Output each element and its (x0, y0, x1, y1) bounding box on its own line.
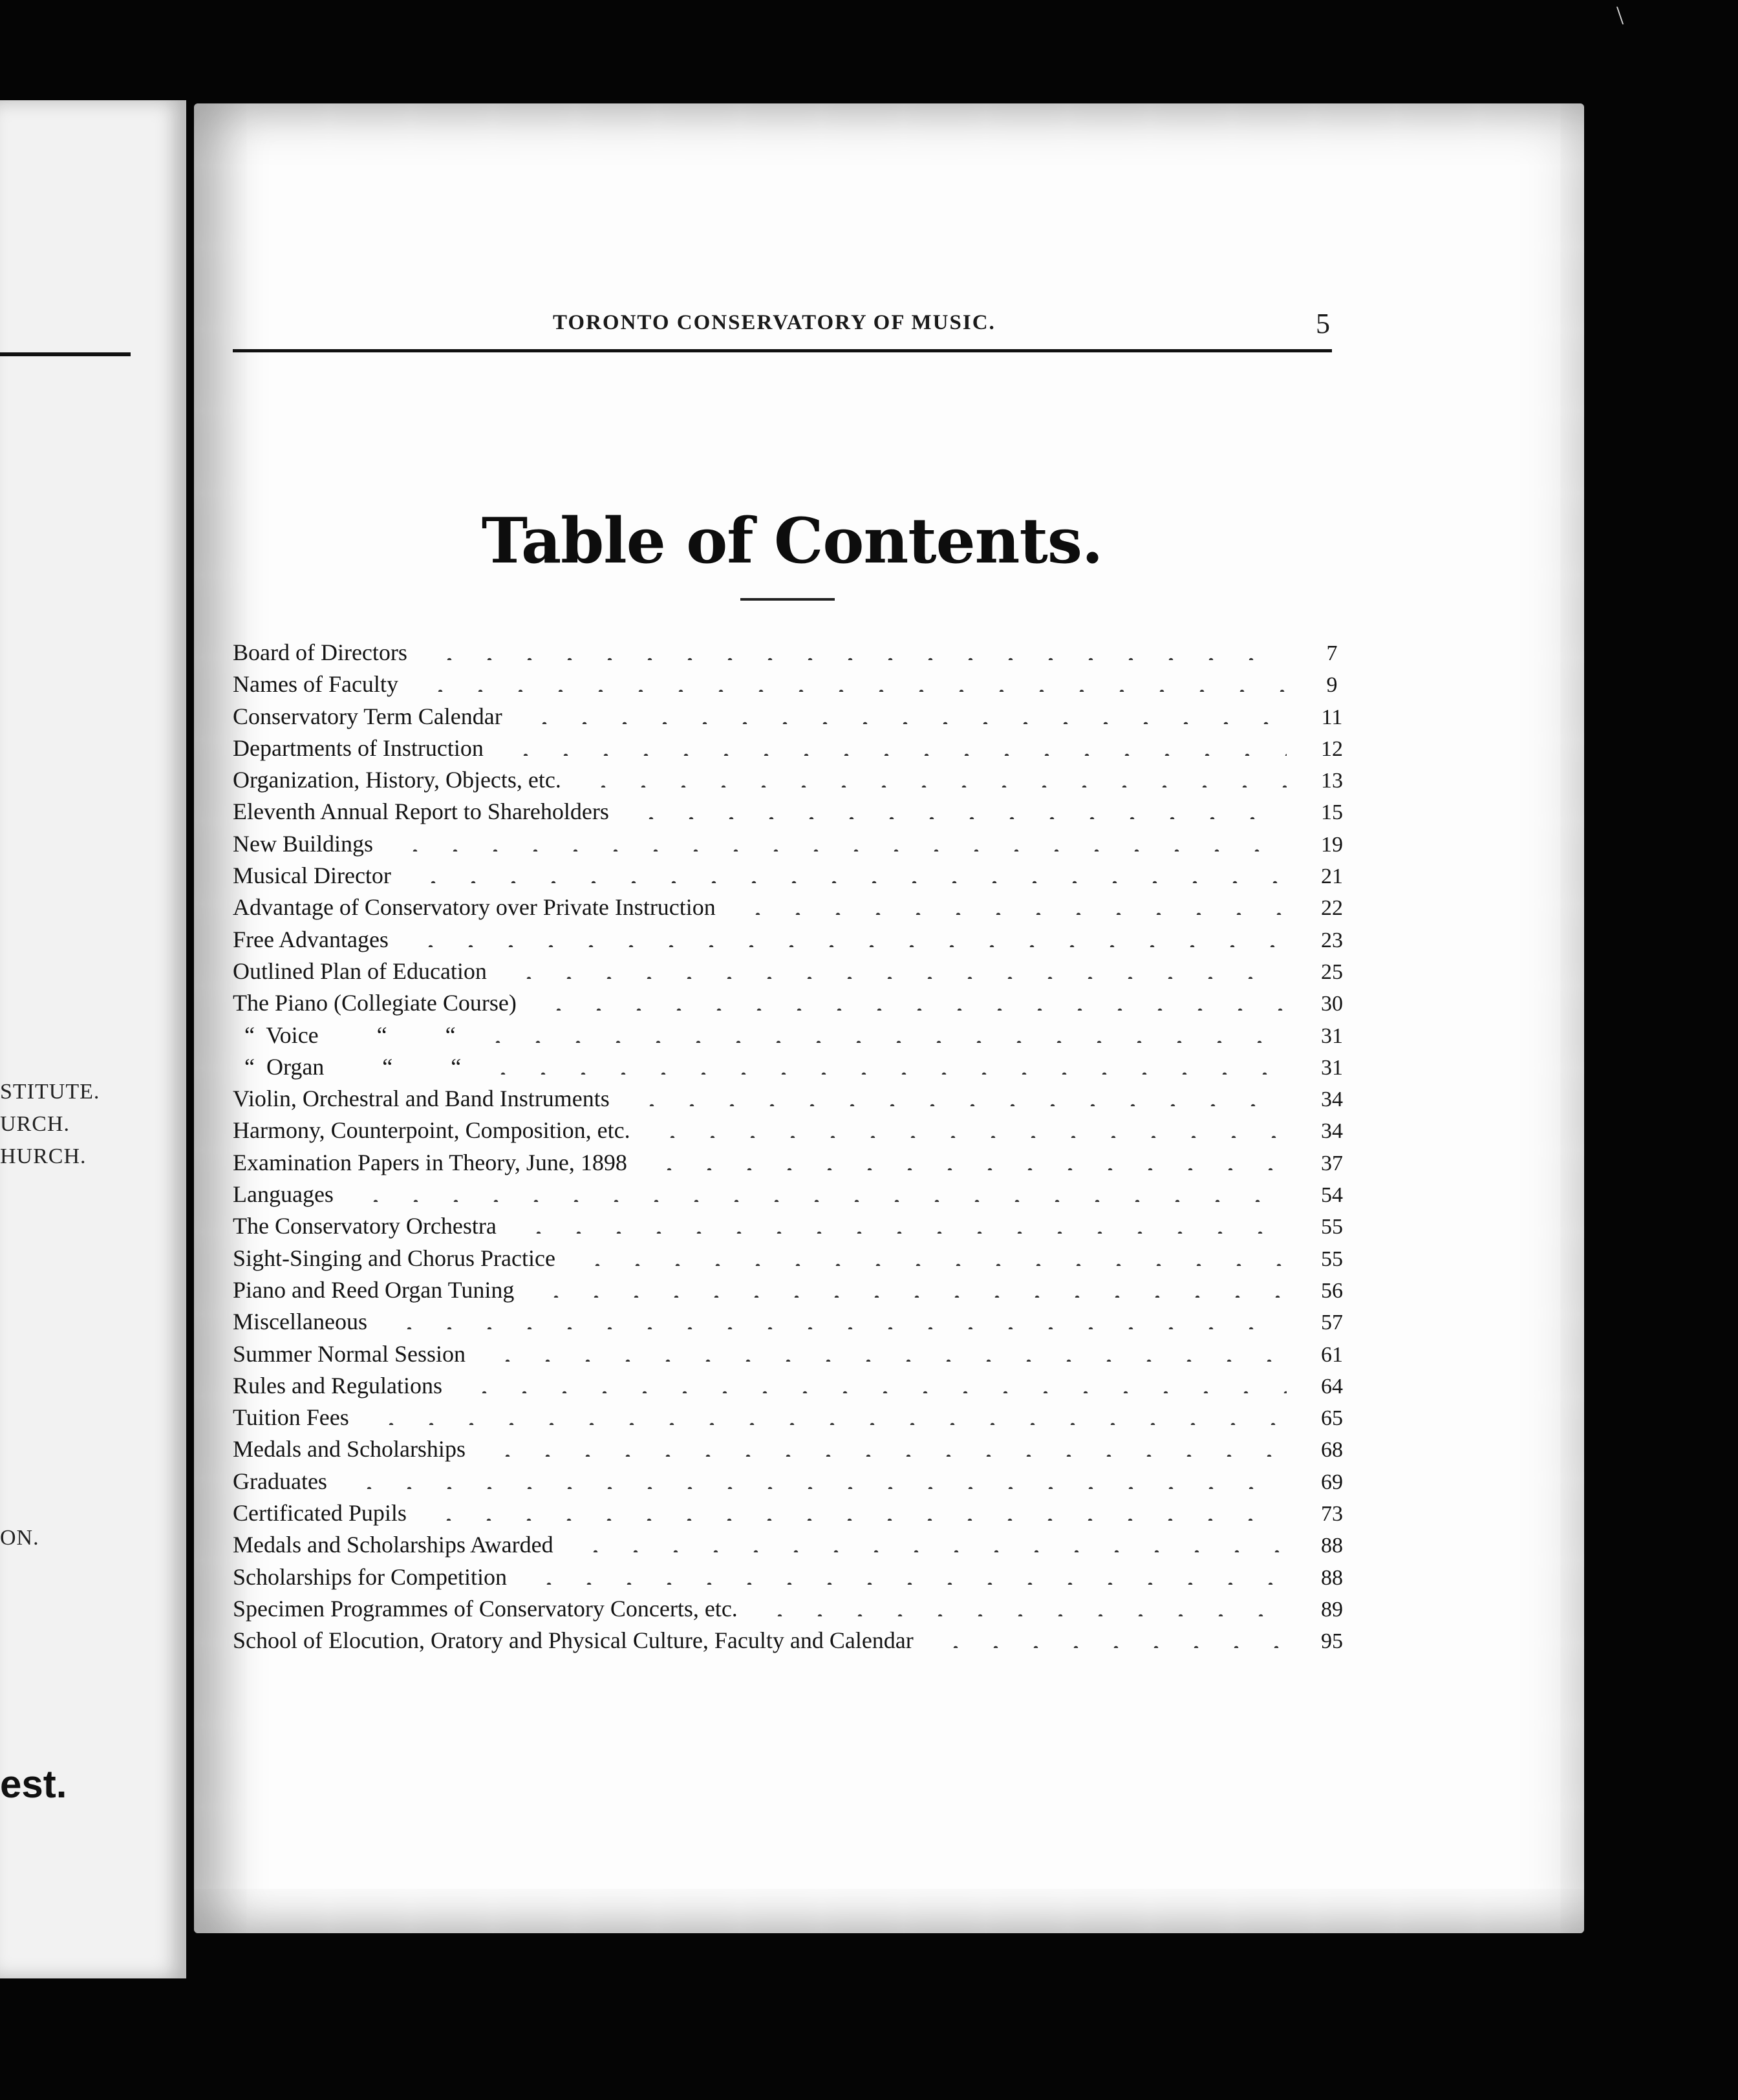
toc-entry-page-number: 89 (1321, 1597, 1343, 1622)
toc-entry (233, 1051, 1358, 1083)
toc-entry-dot-leader (483, 1051, 1287, 1075)
toc-entry-label: The Piano (Collegiate Course) (233, 990, 517, 1016)
page-number: 5 (1316, 308, 1330, 339)
toc-entry-page-number: 30 (1321, 992, 1343, 1016)
toc-entry-dot-leader (429, 637, 1287, 660)
left-page-fragment: URCH. (0, 1112, 70, 1136)
toc-entry-dot-leader (429, 1497, 1287, 1521)
toc-entry-page-number: 56 (1321, 1278, 1343, 1303)
toc-entry (233, 1529, 1358, 1561)
toc-entry-dot-leader (356, 1179, 1287, 1202)
toc-entry (233, 987, 1358, 1019)
toc-entry-dot-leader (519, 1210, 1287, 1234)
toc-entry-label: Scholarships for Competition (233, 1563, 507, 1590)
toc-entry-dot-leader (420, 669, 1287, 692)
toc-entry-page-number: 7 (1326, 641, 1338, 665)
toc-entry-page-number: 88 (1321, 1565, 1343, 1590)
toc-entry-page-number: 9 (1326, 673, 1338, 698)
toc-entry (233, 1402, 1358, 1433)
toc-entry (233, 924, 1358, 956)
title-rule (740, 598, 835, 601)
left-page (0, 100, 186, 1978)
toc-entry (233, 637, 1358, 669)
toc-entry-page-number: 31 (1321, 1055, 1343, 1080)
toc-entry (233, 701, 1358, 733)
toc-entry-label: Conservatory Term Calendar (233, 703, 502, 729)
toc-entry-page-number: 23 (1321, 928, 1343, 952)
toc-entry-label: Medals and Scholarships Awarded (233, 1532, 553, 1558)
toc-entry-page-number: 22 (1321, 896, 1343, 921)
toc-entry-label: Graduates (233, 1468, 327, 1494)
toc-entry-dot-leader (649, 1147, 1287, 1170)
toc-entry-dot-leader (652, 1115, 1287, 1138)
toc-entry-page-number: 73 (1321, 1502, 1343, 1527)
toc-entry-label: Certificated Pupils (233, 1500, 407, 1527)
toc-entry-label: Rules and Regulations (233, 1372, 442, 1398)
toc-entry-dot-leader (760, 1593, 1287, 1616)
toc-entry (233, 1274, 1358, 1306)
toc-entry-label: Tuition Fees (233, 1404, 349, 1431)
toc-entry (233, 1466, 1358, 1497)
toc-entry-dot-leader (413, 860, 1287, 883)
toc-entry-label: Names of Faculty (233, 671, 398, 698)
toc-entry-label: Sight-Singing and Chorus Practice (233, 1245, 555, 1271)
toc-entry-page-number: 15 (1321, 800, 1343, 825)
toc-entry-label: Specimen Programmes of Conservatory Concerts, etc. (233, 1595, 738, 1622)
toc-entry-label: “ Organ “ “ (233, 1053, 462, 1080)
toc-entry-dot-leader (478, 1020, 1287, 1043)
toc-entry-dot-leader (349, 1466, 1287, 1489)
left-page-fragment: ON. (0, 1526, 39, 1550)
page-title: Table of Contents. (481, 504, 1103, 577)
toc-entry-label: “ Voice “ “ (233, 1022, 456, 1048)
toc-entry-page-number: 34 (1321, 1119, 1343, 1144)
toc-entry-label: Musical Director (233, 862, 391, 889)
toc-entry (233, 892, 1358, 923)
toc-entry-label: Free Advantages (233, 926, 389, 952)
toc-entry (233, 1593, 1358, 1625)
toc-entry-page-number: 21 (1321, 864, 1343, 889)
toc-entry-label: Medals and Scholarships (233, 1436, 466, 1462)
toc-entry (233, 764, 1358, 796)
toc-entry-page-number: 11 (1321, 705, 1343, 729)
toc-entry-label: Harmony, Counterpoint, Composition, etc. (233, 1117, 630, 1144)
toc-entry-dot-leader (529, 1561, 1287, 1585)
scan-mark: \ (1616, 1, 1624, 30)
toc-entry-page-number: 68 (1321, 1438, 1343, 1462)
toc-entry-label: Languages (233, 1181, 334, 1208)
toc-entry-label: New Buildings (233, 830, 374, 857)
toc-entry-dot-leader (524, 701, 1287, 724)
toc-entry-label: Organization, History, Objects, etc. (233, 767, 561, 793)
left-page-rule (0, 352, 131, 356)
toc-entry-dot-leader (536, 1274, 1287, 1298)
toc-entry-label: Examination Papers in Theory, June, 1898 (233, 1149, 627, 1175)
left-page-large-fragment: est. (0, 1762, 67, 1806)
toc-entry-label: School of Elocution, Oratory and Physical Culture, Faculty and Calendar (233, 1627, 914, 1654)
table-of-contents (233, 637, 1358, 1657)
toc-entry-page-number: 88 (1321, 1534, 1343, 1558)
toc-entry-dot-leader (575, 1529, 1287, 1552)
toc-entry-label: Summer Normal Session (233, 1340, 466, 1367)
toc-entry-dot-leader (371, 1402, 1287, 1425)
toc-entry-page-number: 95 (1321, 1629, 1343, 1654)
toc-entry (233, 669, 1358, 700)
toc-entry-dot-leader (389, 1306, 1287, 1329)
toc-entry-dot-leader (488, 1338, 1287, 1362)
toc-entry (233, 1083, 1358, 1115)
toc-entry-page-number: 69 (1321, 1470, 1343, 1494)
toc-entry (233, 1433, 1358, 1465)
toc-entry (233, 828, 1358, 860)
toc-entry-dot-leader (395, 828, 1287, 852)
toc-entry-dot-leader (488, 1433, 1287, 1457)
toc-entry (233, 1210, 1358, 1242)
toc-entry-page-number: 54 (1321, 1183, 1343, 1208)
toc-entry-label: Violin, Orchestral and Band Instruments (233, 1086, 610, 1112)
toc-entry-page-number: 13 (1321, 769, 1343, 793)
toc-entry-page-number: 31 (1321, 1023, 1343, 1048)
toc-entry-dot-leader (411, 924, 1287, 947)
toc-entry (233, 1497, 1358, 1529)
toc-entry (233, 1147, 1358, 1179)
toc-entry (233, 1243, 1358, 1274)
toc-entry-dot-leader (464, 1370, 1287, 1393)
toc-entry-dot-leader (936, 1625, 1287, 1648)
toc-entry-page-number: 55 (1321, 1247, 1343, 1271)
toc-entry (233, 1020, 1358, 1051)
toc-entry (233, 733, 1358, 764)
toc-entry-dot-leader (631, 796, 1287, 819)
toc-entry (233, 1306, 1358, 1338)
toc-entry-dot-leader (738, 892, 1287, 915)
toc-entry-dot-leader (632, 1083, 1287, 1106)
toc-entry-page-number: 12 (1321, 736, 1343, 761)
running-head: TORONTO CONSERVATORY OF MUSIC. (553, 311, 996, 334)
toc-entry-label: The Conservatory Orchestra (233, 1213, 497, 1239)
left-page-fragment: HURCH. (0, 1144, 87, 1168)
toc-entry (233, 1370, 1358, 1402)
toc-entry-page-number: 64 (1321, 1374, 1343, 1398)
left-page-fragment: STITUTE. (0, 1080, 100, 1104)
toc-entry (233, 860, 1358, 892)
toc-entry-label: Eleventh Annual Report to Shareholders (233, 798, 609, 825)
running-header (233, 307, 1332, 346)
toc-entry-dot-leader (506, 733, 1287, 756)
toc-entry (233, 1179, 1358, 1210)
toc-entry-dot-leader (509, 956, 1287, 979)
toc-entry-dot-leader (539, 987, 1287, 1011)
toc-entry-dot-leader (577, 1243, 1287, 1266)
toc-entry-dot-leader (583, 764, 1287, 788)
toc-entry-label: Miscellaneous (233, 1309, 367, 1335)
toc-entry-page-number: 65 (1321, 1406, 1343, 1431)
toc-entry (233, 1561, 1358, 1593)
toc-entry-page-number: 25 (1321, 959, 1343, 984)
toc-entry (233, 1338, 1358, 1370)
toc-entry-label: Board of Directors (233, 639, 407, 665)
toc-entry-label: Departments of Instruction (233, 734, 484, 761)
toc-entry-page-number: 61 (1321, 1342, 1343, 1367)
toc-entry (233, 1625, 1358, 1656)
toc-entry-label: Outlined Plan of Education (233, 958, 487, 984)
toc-entry-page-number: 37 (1321, 1151, 1343, 1175)
toc-entry (233, 956, 1358, 987)
toc-entry-page-number: 34 (1321, 1088, 1343, 1112)
toc-entry-label: Piano and Reed Organ Tuning (233, 1276, 515, 1303)
toc-entry-label: Advantage of Conservatory over Private Instruction (233, 894, 716, 921)
toc-entry-page-number: 55 (1321, 1215, 1343, 1239)
toc-entry-page-number: 19 (1321, 832, 1343, 857)
toc-entry (233, 1115, 1358, 1146)
header-rule (233, 349, 1332, 352)
toc-entry-page-number: 57 (1321, 1311, 1343, 1335)
toc-entry (233, 796, 1358, 828)
